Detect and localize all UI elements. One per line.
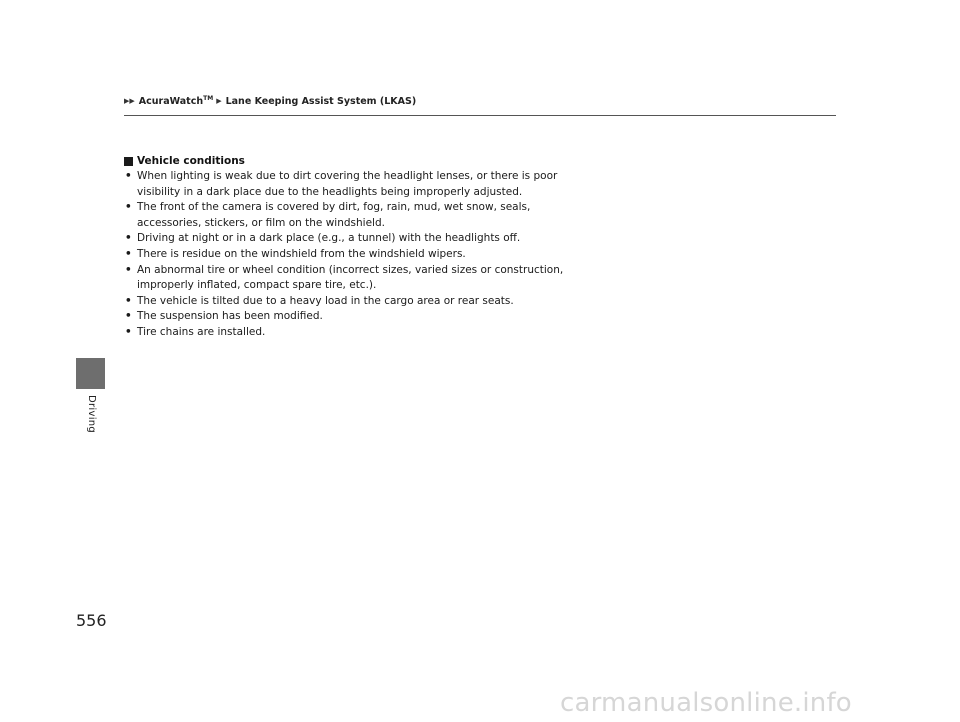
list-item: • The vehicle is tilted due to a heavy load in the cargo area or rear seats.	[124, 294, 564, 310]
bullet-icon: •	[125, 325, 132, 338]
bullet-icon: •	[125, 232, 132, 245]
list-item: • The front of the camera is covered by dirt, fog, rain, mud, wet snow, seals, accessories, stickers, or film on the windshield.	[125, 201, 531, 229]
bullet-icon: •	[125, 294, 132, 307]
section-vehicle-conditions	[124, 154, 564, 341]
breadcrumb-arrow-icon: ▶▶	[124, 97, 135, 106]
watermark: carmanualsonline.info	[560, 688, 852, 718]
list-item: • There is residue on the windshield from the windshield wipers.	[124, 247, 564, 263]
bullet-icon: •	[125, 170, 132, 182]
conditions-list	[124, 169, 564, 341]
list-item: • An abnormal tire or wheel condition (incorrect sizes, varied sizes or construction, improperly inflated, compact spare tire, etc.).	[125, 263, 564, 292]
list-item: • Tire chains are installed.	[124, 325, 564, 341]
trademark-mark: TM	[203, 95, 214, 102]
page-number: 556	[76, 611, 107, 630]
bullet-icon: •	[125, 310, 132, 323]
chapter-tab-label: Driving	[86, 395, 97, 434]
list-item: • The suspension has been modified.	[124, 309, 564, 325]
list-item: • When lighting is weak due to dirt covering the headlight lenses, or there is poor visibility in a dark place due to the headlights being improperly adjusted.	[125, 170, 558, 198]
breadcrumb-arrow-icon: ▶	[216, 97, 222, 106]
square-bullet-icon	[124, 157, 133, 166]
header-divider	[124, 115, 836, 116]
list-item: • Driving at night or in a dark place (e.g., a tunnel) with the headlights off.	[124, 231, 564, 247]
bullet-icon: •	[125, 201, 132, 214]
breadcrumb	[124, 95, 416, 107]
breadcrumb-item-acurawatch[interactable]: AcuraWatch™	[138, 95, 214, 108]
bullet-icon: •	[125, 263, 132, 276]
section-heading	[124, 154, 564, 169]
chapter-tab	[76, 358, 105, 389]
bullet-icon: •	[125, 247, 132, 260]
section-heading-text: Vehicle conditions	[137, 155, 245, 167]
breadcrumb-item-lkas[interactable]: Lane Keeping Assist System (LKAS)	[225, 95, 417, 107]
